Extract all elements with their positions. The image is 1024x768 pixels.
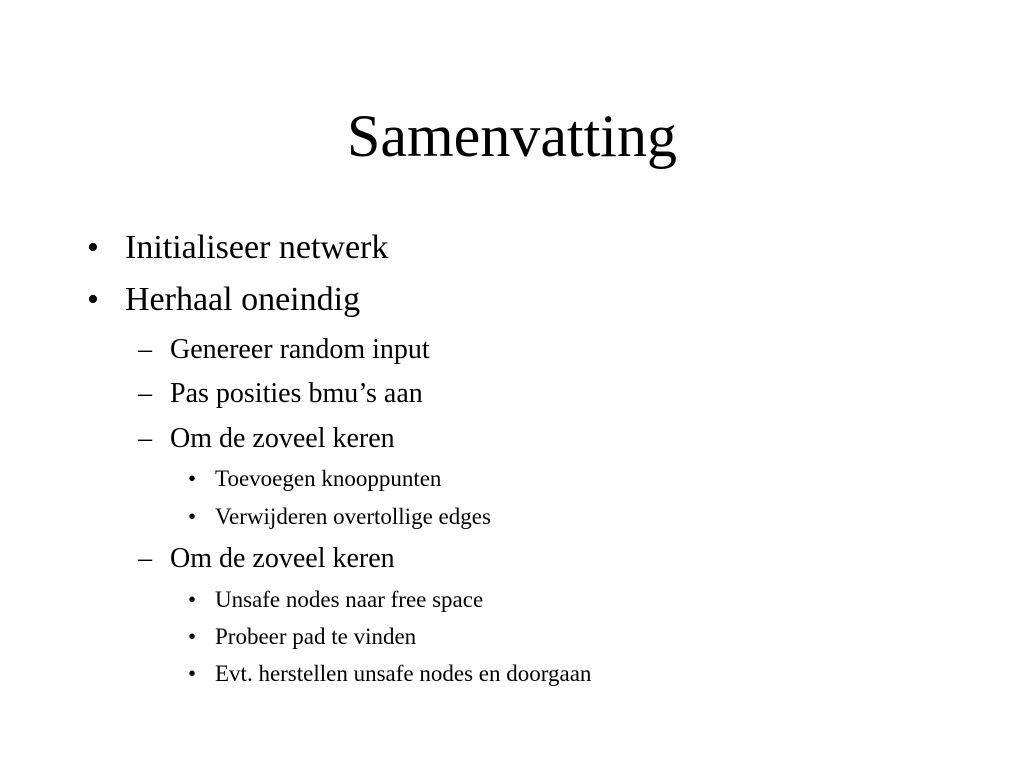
bullet-marker: •	[188, 587, 197, 612]
sub-sub-bullet-item	[188, 503, 491, 531]
bullet-marker: •	[188, 661, 197, 686]
sub-bullet-item	[138, 542, 395, 576]
sub-bullet-text: Pas posities bmu’s aan	[170, 378, 423, 409]
sub-sub-bullet-item	[188, 586, 484, 614]
sub-bullet-item	[138, 333, 430, 367]
sub-bullet-text: Om de zoveel keren	[170, 543, 395, 574]
sub-sub-bullet-text: Toevoegen knooppunten	[215, 466, 442, 491]
sub-bullet-text: Om de zoveel keren	[170, 423, 395, 454]
sub-bullet-text: Genereer random input	[170, 334, 430, 365]
sub-sub-bullet-item	[188, 465, 442, 493]
sub-sub-bullet-item	[188, 660, 592, 688]
dash-marker: –	[138, 543, 152, 574]
dash-marker: –	[138, 334, 152, 365]
bullet-text: Herhaal oneindig	[125, 281, 361, 318]
sub-sub-bullet-text: Verwijderen overtollige edges	[215, 504, 491, 529]
dash-marker: –	[138, 423, 152, 454]
sub-bullet-item	[138, 422, 395, 456]
bullet-item	[87, 280, 361, 320]
bullet-item	[87, 228, 389, 268]
sub-bullet-item	[138, 377, 423, 411]
bullet-marker: •	[188, 624, 197, 649]
sub-sub-bullet-text: Probeer pad te vinden	[215, 624, 417, 649]
bullet-text: Initialiseer netwerk	[125, 229, 389, 266]
sub-sub-bullet-text: Unsafe nodes naar free space	[215, 587, 484, 612]
bullet-marker: •	[188, 466, 197, 491]
bullet-marker: •	[188, 504, 197, 529]
sub-sub-bullet-item	[188, 623, 417, 651]
bullet-marker: •	[87, 229, 99, 266]
sub-sub-bullet-text: Evt. herstellen unsafe nodes en doorgaan	[215, 661, 592, 686]
dash-marker: –	[138, 378, 152, 409]
bullet-marker: •	[87, 281, 99, 318]
slide-title: Samenvatting	[347, 103, 677, 169]
